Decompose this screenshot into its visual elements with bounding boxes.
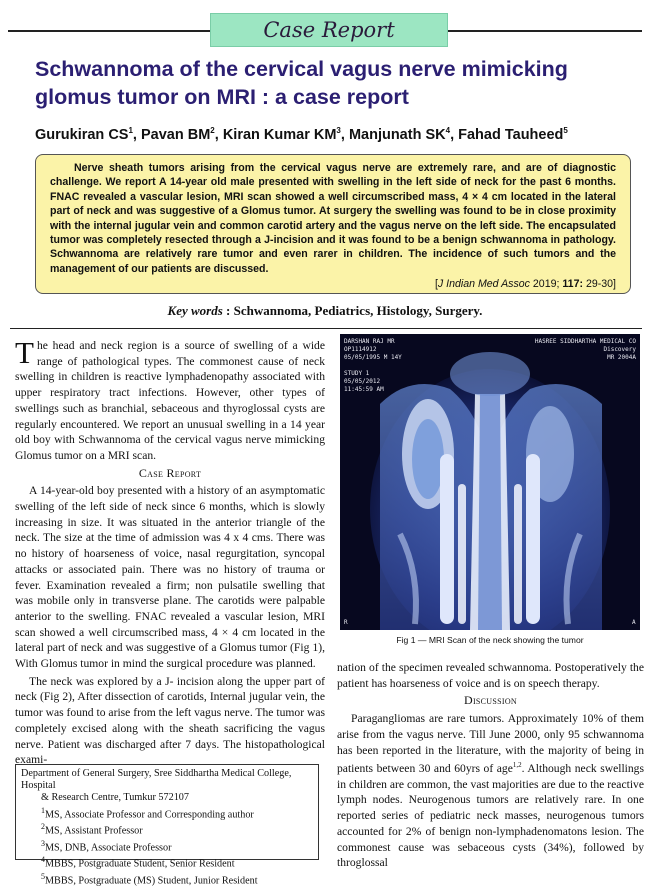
mri-orientation-left: R (344, 619, 348, 626)
author-name: Pavan BM (140, 126, 211, 143)
mri-overlay-line: HASREE SIDDHARTHA MEDICAL CO (534, 338, 636, 345)
author-name: Manjunath SK (348, 126, 446, 143)
affiliation-item: $^4$MBBS, Postgraduate Student, Senior Resident (41, 855, 235, 870)
case-paragraph-2: The neck was explored by a J- incision along the upper part of neck (Fig 2), After dissection of carotids, Internal jugular vein, the tumor was found to arise from the left vagus nerve. The tumor was completely excised along with the sheath sacrificing the vagus nerve. Patient was discharged after 7 days. The histopathological exami- (15, 674, 325, 767)
mri-orientation-right: A (632, 619, 636, 626)
author-name: Gurukiran CS (35, 126, 129, 143)
case-paragraph-1: A 14-year-old boy presented with a history of an asymptomatic swelling of the left side of neck since 6 months, which is slowly increasing in size. It was situated in the anterior triangle of the neck. The size at the time of admission was 4 x 4 cms. There was no history of hoarseness of voice, nasal regurgitation, syncopal attacks or associated pain. There was no history of trauma or fever. Examination revealed a firm; non pulsatile swelling that was mobile only in transverse plane. The carotids were palpable anterior to the swelling. FNAC revealed a vascular lesion, MRI scan showed a well circumscribed mass, 4 × 4 cm located in the lateral part of neck and was suggestive of a Glomus tumor (Fig 1), With Glomus tumor in mind the surgical procedure was planned. (15, 484, 325, 671)
mri-overlay-line: MR 2004A (607, 354, 636, 361)
abstract-box (35, 154, 631, 294)
mri-overlay-line: 05/05/1995 M 14Y (344, 354, 402, 361)
mri-overlay-line: 05/05/2012 (344, 378, 381, 385)
abstract-text: Nerve sheath tumors arising from the cervical vagus nerve are extremely rare, and are of diagnostic challenge. We report A 14-year old male presented with swelling in the left side of neck for the past 6 months. FNAC revealed a vascular lesion, MRI scan showed a well circumscribed mass, 4 × 4 cm located in the lateral part of neck and was suggestive of a Glomus tumor. At surgery the swelling was found to be in close proximity with the internal jugular vein and common carotid artery and the vagus nerve on the left side. The encapsulated tumor was completely resected through a J-incision and it was found to be a benign schwannoma in pathology. Schwannoma are relatively rare tumor and even rarer in children. The incidence of such tumors and the management of our patients are discussed. (50, 162, 616, 275)
affiliation-item: $^2$MS, Assistant Professor (41, 822, 143, 837)
affiliation-item: $^1$MS, Associate Professor and Corresponding author (41, 805, 254, 820)
mri-overlay-line: Discovery (603, 346, 636, 353)
drop-cap: T (15, 335, 34, 370)
mri-overlay-line: OP1114912 (344, 346, 377, 353)
article-title: Schwannoma of the cervical vagus nerve mimicking glomus tumor on MRI : a case report (35, 57, 568, 109)
mri-overlay-line: STUDY 1 (344, 370, 370, 377)
affiliation-department-cont: & Research Centre, Tumkur 572107 (41, 792, 189, 804)
author-list: Gurukiran $CS^1$, Pavan $BM^2$, Kiran Kumar $KM^3$, Manjunath $SK^4$, Fahad Tauheed$^5$ (35, 126, 568, 143)
mri-scan-image (340, 334, 640, 630)
author-name: Kiran Kumar KM (222, 126, 337, 143)
left-column (15, 335, 325, 770)
mri-overlay-line: 11:45:59 AM (344, 386, 384, 393)
discussion-heading: Discussion (463, 693, 517, 708)
intro-paragraph: The head and neck region is a source of swelling of a wide range of pathological types. The commonest cause of neck swelling in children is reactive lymphadenopathy associated with upper respiratory tract infections. However, other types of swellings such as branchial, sebaceous and thyroglossal cysts are regularly encountered. We report an unusual swelling in a 14 year old boy with Schwannoma of the cervical vagus nerve mimicking Glomus tumor on a MRI scan. (15, 335, 325, 462)
section-divider (10, 328, 642, 329)
author-name: Fahad Tauheed (458, 126, 564, 143)
citation: [J Indian Med Assoc 2019; 117: 29-30] (434, 278, 616, 291)
mri-overlay-line: DARSHAN RAJ MR (344, 338, 395, 345)
affiliation-item: $^5$MBBS, Postgraduate (MS) Student, Junior Resident (41, 871, 258, 887)
discussion-paragraph-1: Paragangliomas are rare tumors. Approximately 10% of them arise from the vagus nerve. Till June 2000, only 95 schwannoma has been reported in the literature, with the majority of being in patients between 30 and 60yrs of age$^{1,2}$. Although neck swellings in children are common, the vast majorities are due to the reactive lymph nodes. Neurogenous tumors are relatively rare. In one reported series of pediatric neck masses, neurogenous tumors accounted for 2% of benign non-lymphadenomatons lesion. The commonest cause was sebaceous cysts (34%), followed by throglossal (337, 712, 644, 870)
banner-rule-left (8, 30, 210, 32)
keywords-line (0, 303, 650, 319)
mri-figure (340, 334, 640, 630)
banner-rule-right (448, 30, 642, 32)
right-column (337, 660, 644, 873)
continuation-paragraph: nation of the specimen revealed schwannoma. Postoperatively the patient has hoarseness of voice and is on speech therapy. (337, 661, 644, 690)
affiliation-department: Department of General Surgery, Sree Siddhartha Medical College, Hospital (21, 768, 292, 792)
case-report-heading: Case Report (138, 465, 202, 480)
section-banner: Case Report (210, 13, 448, 47)
affiliation-item: $^3$MS, DNB, Associate Professor (41, 838, 172, 854)
keywords-values: : Schwannoma, Pediatrics, Histology, Surgery. (226, 303, 483, 318)
figure-caption: Fig 1 — MRI Scan of the neck showing the tumor (396, 635, 584, 645)
affiliations-box (15, 764, 319, 887)
keywords-label: Key words (167, 303, 223, 318)
